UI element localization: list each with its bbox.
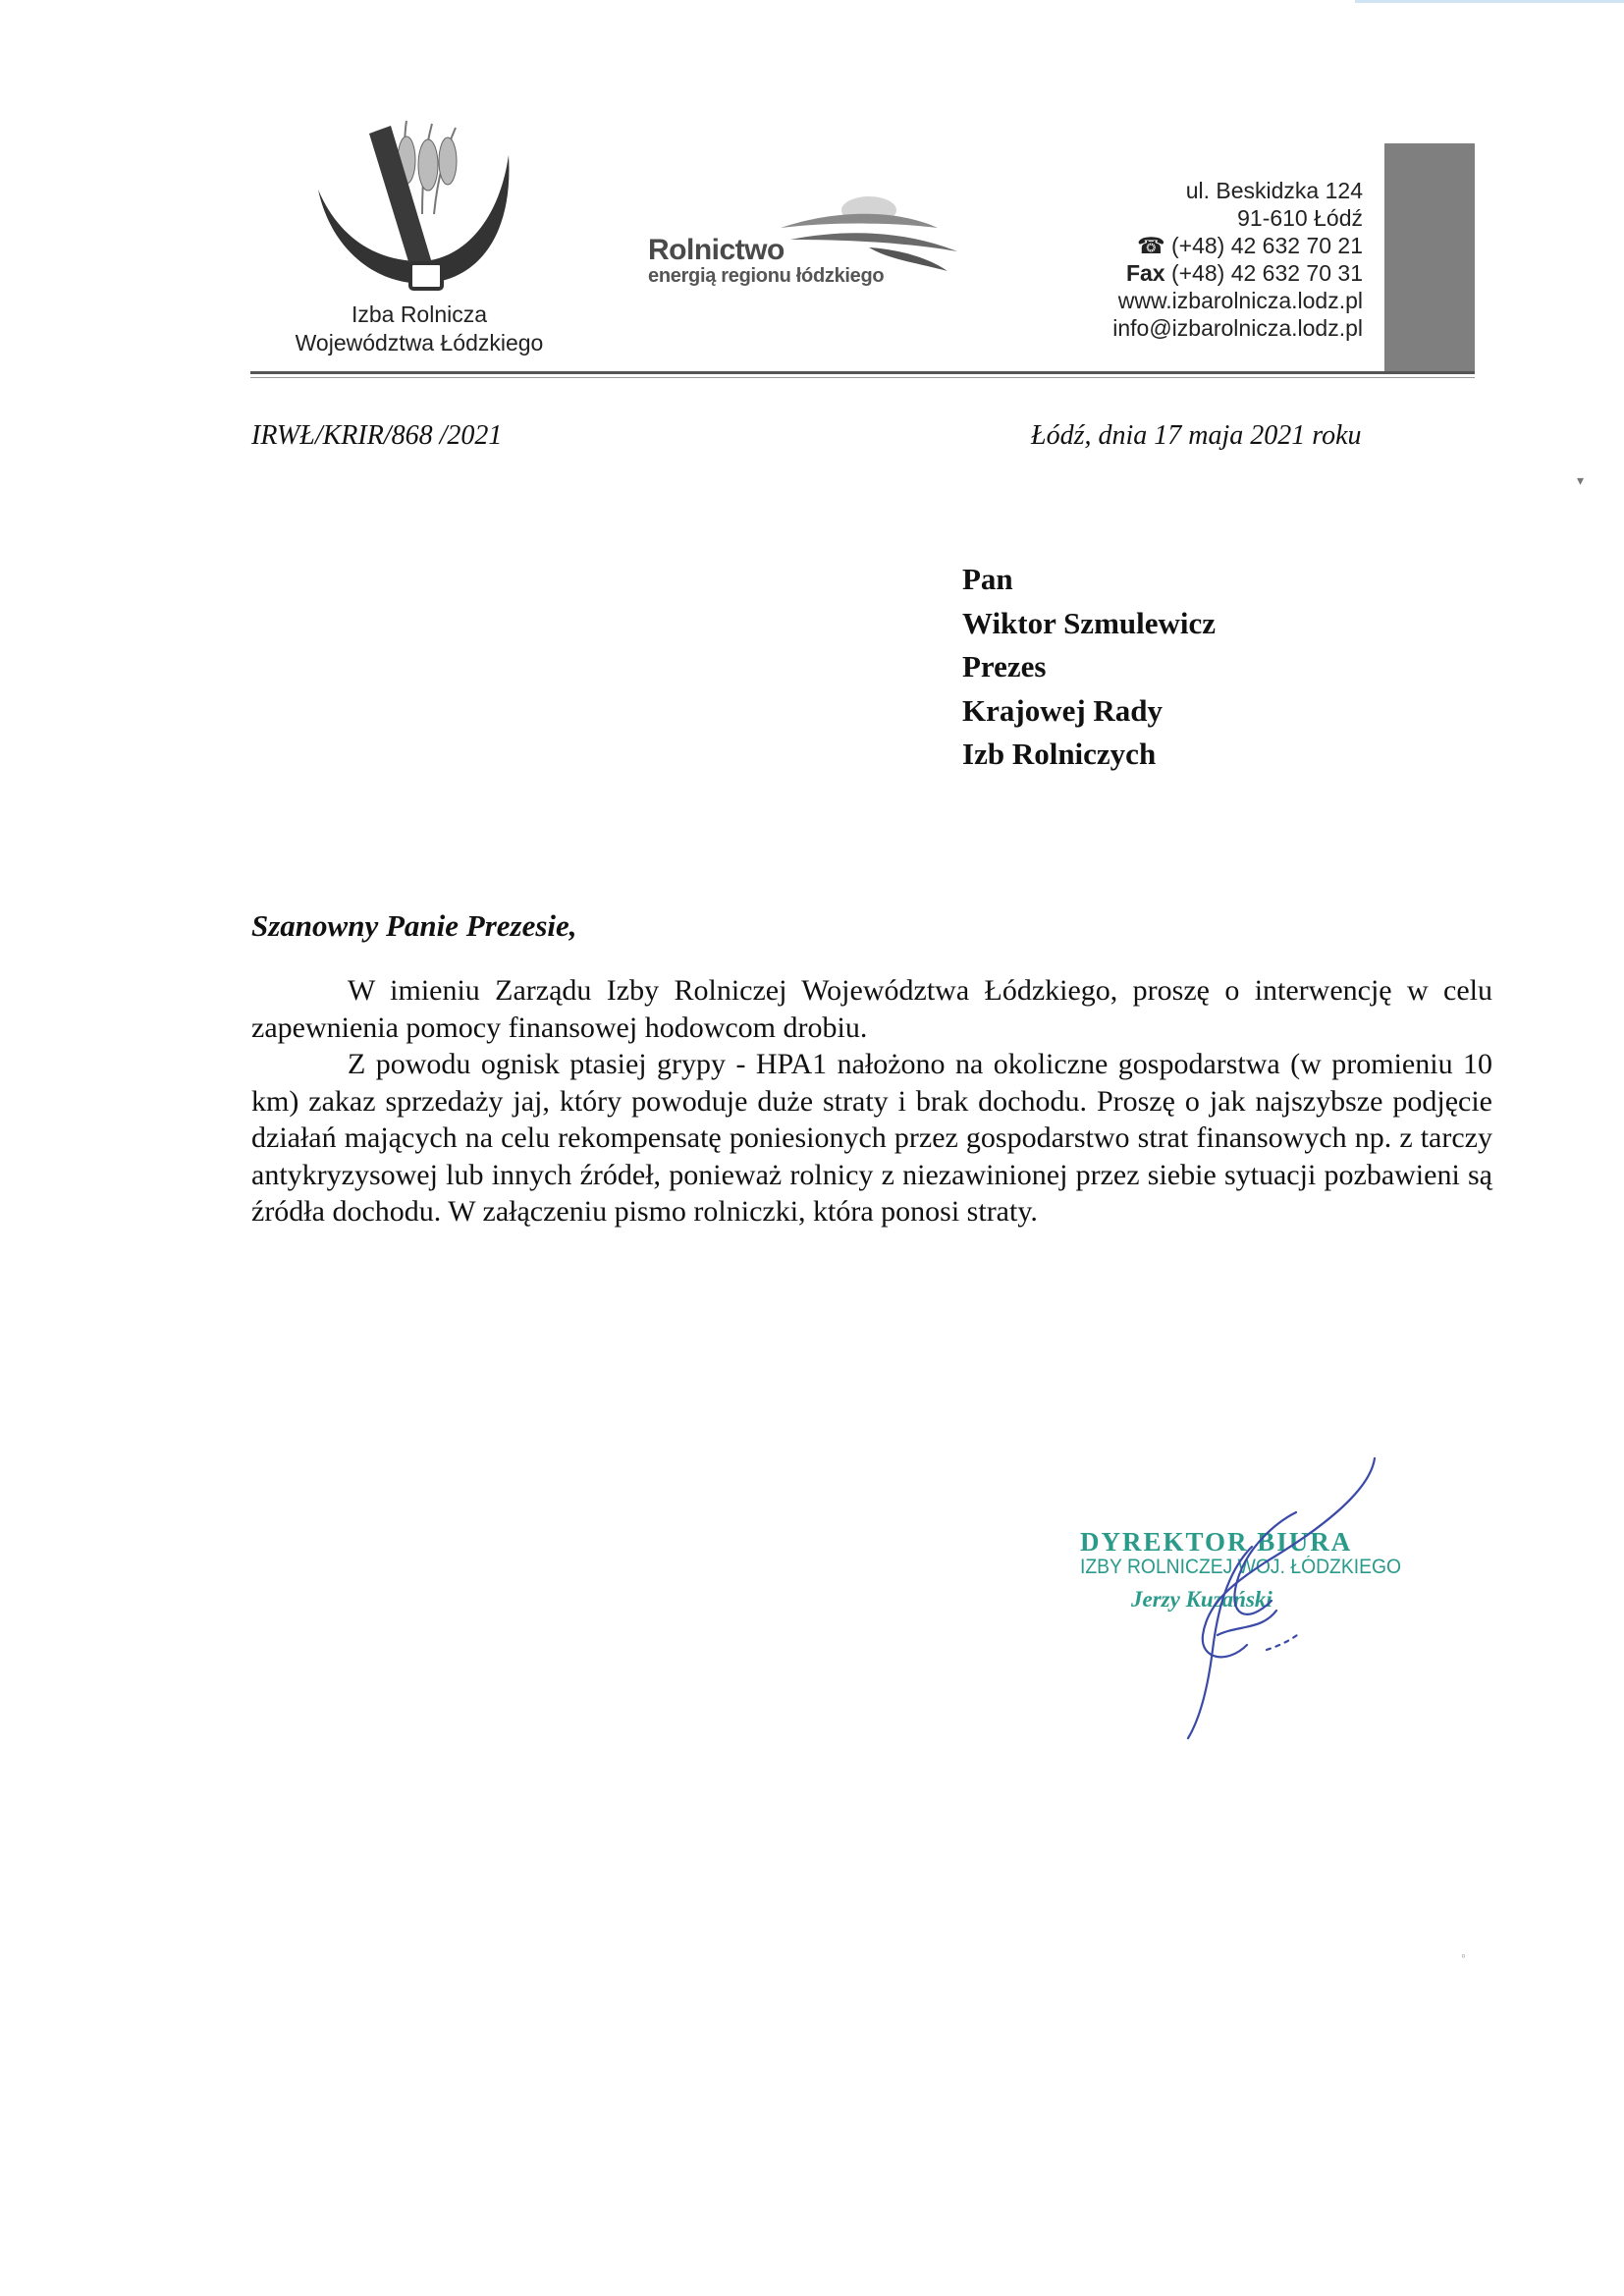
recipient-position: Prezes xyxy=(962,649,1047,683)
chamber-name-line2: Województwa Łódzkiego xyxy=(295,330,544,355)
recipient-title: Pan xyxy=(962,562,1013,596)
website-link[interactable]: www.izbarolnicza.lodz.pl xyxy=(1117,288,1363,313)
header-divider-thin xyxy=(250,377,1475,378)
scan-speck: ◦ xyxy=(1461,1949,1466,1964)
stamp-title: DYREKTOR BIURA xyxy=(1080,1527,1353,1557)
stamp-person: Jerzy Kuzański xyxy=(1131,1587,1272,1612)
letter-date: Łódź, dnia 17 maja 2021 roku xyxy=(1031,420,1362,451)
chamber-logo-icon xyxy=(312,116,528,302)
header-divider xyxy=(250,371,1475,374)
fax-label: Fax xyxy=(1125,260,1165,286)
address-city: 91-610 Łódź xyxy=(1237,205,1363,231)
campaign-subtitle: energią regionu łódzkiego xyxy=(648,265,885,287)
chamber-name xyxy=(277,301,562,357)
recipient-block xyxy=(962,558,1216,777)
header-grey-block xyxy=(1384,143,1475,373)
scan-mark: ▾ xyxy=(1577,474,1585,489)
stamp-organization: IZBY ROLNICZEJ WOJ. ŁÓDZKIEGO xyxy=(1080,1556,1402,1578)
campaign-title: Rolnictwo xyxy=(648,234,785,266)
paragraph-2: Z powodu ognisk ptasiej grypy - HPA1 nałożono na okoliczne gospodarstwa (w promieniu 10 km) zakaz sprzedaży jaj, który powoduje duże straty i brak dochodu. Proszę o jak najszybsze podjęcie działań mających na celu rekompensatę poniesionych przez gospodarstwo strat finansowych np. z tarczy antykryzysowej lub innych źródeł, ponieważ rolnicy z niezawinionej przez siebie sytuacji pozbawieni są źródła dochodu. W załączeniu pismo rolniczki, która ponosi straty. xyxy=(251,1048,1492,1228)
recipient-institution-line1: Krajowej Rady xyxy=(962,692,1164,728)
reference-number: IRWŁ/KRIR/868 /2021 xyxy=(251,420,503,451)
email-link[interactable]: info@izbarolnicza.lodz.pl xyxy=(1112,315,1363,341)
fax-number: (+48) 42 632 70 31 xyxy=(1170,260,1363,286)
contact-block xyxy=(1112,177,1363,342)
top-edge-accent xyxy=(1355,0,1624,3)
phone-number: ☎ (+48) 42 632 70 21 xyxy=(1136,233,1363,258)
handwritten-signature-icon xyxy=(1090,1453,1404,1748)
salutation: Szanowny Panie Prezesie, xyxy=(251,908,577,943)
address-street: ul. Beskidzka 124 xyxy=(1185,178,1363,203)
fax-line xyxy=(1112,259,1363,287)
recipient-name: Wiktor Szmulewicz xyxy=(962,605,1217,640)
paragraph-1: W imieniu Zarządu Izby Rolniczej Województwa Łódzkiego, proszę o interwencję w celu zapewnienia pomocy finansowej hodowcom drobiu. xyxy=(251,974,1492,1044)
recipient-institution-line2: Izb Rolniczych xyxy=(962,737,1157,771)
letter-body xyxy=(251,972,1492,1230)
chamber-name-line1: Izba Rolnicza xyxy=(351,301,488,327)
